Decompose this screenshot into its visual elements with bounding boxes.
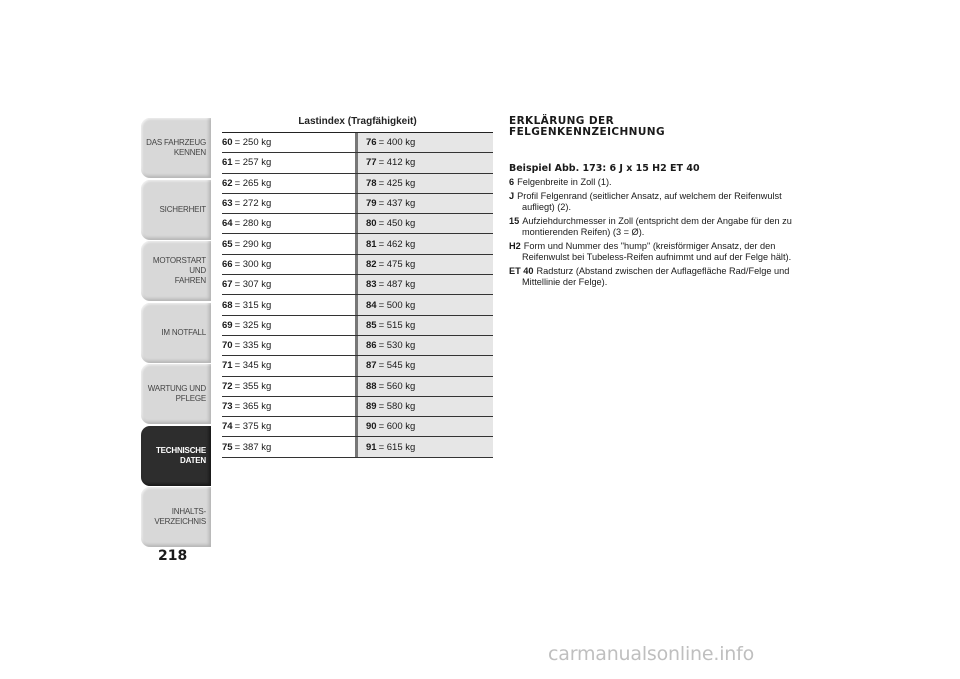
load-value: = 335 kg [234, 340, 272, 352]
load-value: = 250 kg [234, 137, 272, 149]
definition-text: Radsturz (Abstand zwischen der Auflagefläche Rad/Felge und Mittellinie der Felge). [522, 266, 790, 287]
load-code: 88 [366, 380, 377, 392]
cell-left [222, 336, 355, 355]
definition-text: Felgenbreite in Zoll (1). [517, 177, 612, 187]
cell-left [222, 214, 355, 233]
load-code: 75 [222, 441, 233, 453]
load-code: 72 [222, 380, 233, 392]
load-code: 76 [366, 137, 377, 149]
load-code: 79 [366, 198, 377, 210]
load-value: = 290 kg [234, 238, 272, 250]
table-row [222, 234, 493, 254]
cell-right [355, 234, 493, 253]
load-value: = 325 kg [234, 319, 272, 331]
cell-right [355, 295, 493, 314]
load-code: 69 [222, 319, 233, 331]
tab-das-fahrzeug-kennen[interactable] [141, 118, 211, 178]
cell-right [355, 437, 493, 456]
load-code: 63 [222, 198, 233, 210]
load-code: 80 [366, 218, 377, 230]
cell-left [222, 133, 355, 152]
load-code: 64 [222, 218, 233, 230]
load-value: = 280 kg [234, 218, 272, 230]
cell-right [355, 153, 493, 172]
table-row [222, 214, 493, 234]
tab-label: SICHERHEIT [159, 204, 206, 214]
load-value: = 600 kg [378, 421, 416, 433]
load-code: 60 [222, 137, 233, 149]
load-code: 89 [366, 401, 377, 412]
load-code: 71 [222, 360, 233, 372]
load-code: 81 [366, 238, 377, 250]
load-code: 62 [222, 177, 233, 189]
cell-left [222, 437, 355, 456]
table-row [222, 153, 493, 173]
cell-right [355, 275, 493, 294]
table-row [222, 356, 493, 376]
load-code: 65 [222, 238, 233, 250]
load-value: = 365 kg [234, 401, 272, 412]
cell-right [355, 377, 493, 396]
heading-line-1: ERKLÄRUNG DER [509, 115, 615, 127]
load-value: = 425 kg [378, 177, 416, 189]
cell-right [355, 417, 493, 436]
definition-code: ET 40 [509, 266, 534, 276]
load-value: = 500 kg [378, 299, 416, 311]
load-code: 84 [366, 299, 377, 311]
tab-im-notfall[interactable] [141, 303, 211, 363]
table-row [222, 316, 493, 336]
load-code: 91 [366, 441, 377, 453]
definition-item [509, 216, 799, 238]
load-value: = 315 kg [234, 299, 272, 311]
tab-label: TECHNISCHE DATEN [155, 445, 206, 465]
load-code: 90 [366, 421, 377, 433]
load-code: 73 [222, 401, 233, 412]
cell-right [355, 255, 493, 274]
tab-label: DAS FAHRZEUG KENNEN [146, 138, 206, 157]
tab-label: MOTORSTART UND FAHREN [152, 256, 206, 285]
cell-right [355, 174, 493, 193]
table-row [222, 336, 493, 356]
load-value: = 545 kg [378, 360, 416, 372]
cell-right [355, 316, 493, 335]
example-caption: Beispiel Abb. 173: 6 J x 15 H2 ET 40 [509, 163, 700, 174]
tab-sicherheit[interactable] [141, 180, 211, 240]
load-value: = 615 kg [378, 441, 416, 453]
table-row [222, 417, 493, 437]
cell-left [222, 316, 355, 335]
load-code: 83 [366, 279, 377, 291]
table-row [222, 194, 493, 214]
tab-label: WARTUNG UND PFLEGE [147, 384, 206, 403]
cell-left [222, 295, 355, 314]
definition-code: 6 [509, 177, 515, 187]
load-code: 70 [222, 340, 233, 352]
load-value: = 580 kg [378, 401, 416, 412]
table-row [222, 377, 493, 397]
cell-right [355, 133, 493, 152]
load-value: = 475 kg [378, 258, 416, 270]
load-code: 61 [222, 157, 233, 169]
definition-item [509, 266, 799, 288]
tab-inhaltsverzeichnis[interactable] [141, 487, 211, 547]
cell-left [222, 255, 355, 274]
table-row [222, 437, 493, 457]
load-value: = 515 kg [378, 319, 416, 331]
load-code: 77 [366, 157, 377, 169]
definition-text: Aufziehdurchmesser in Zoll (entspricht dem der Angabe für den zu montierenden Reifen) (3 = Ø). [522, 216, 792, 237]
definition-text: Profil Felgenrand (seitlicher Ansatz, auf welchem der Reifenwulst aufliegt) (2). [517, 191, 782, 212]
tab-wartung-und-pflege[interactable] [141, 364, 211, 424]
load-code: 74 [222, 421, 233, 433]
table-row [222, 397, 493, 417]
load-value: = 257 kg [234, 157, 272, 169]
load-value: = 487 kg [378, 279, 416, 291]
definition-item [509, 177, 799, 188]
chapter-tabs [141, 118, 211, 549]
tab-label: IM NOTFALL [161, 327, 206, 337]
heading-line-2: FELGENKENNZEICHNUNG [509, 125, 666, 138]
load-value: = 265 kg [234, 177, 272, 189]
load-value: = 375 kg [234, 421, 272, 433]
load-code: 66 [222, 258, 233, 270]
cell-right [355, 397, 493, 416]
cell-left [222, 234, 355, 253]
load-value: = 307 kg [234, 279, 272, 291]
load-code: 67 [222, 279, 233, 291]
cell-left [222, 153, 355, 172]
definition-code: J [509, 191, 515, 201]
definition-code: H2 [509, 241, 521, 251]
page-number: 218 [158, 548, 188, 564]
load-code: 68 [222, 299, 233, 311]
load-code: 85 [366, 319, 377, 331]
load-value: = 437 kg [378, 198, 416, 210]
watermark: carmanualsonline.info [548, 643, 755, 665]
cell-right [355, 356, 493, 375]
definition-list [509, 177, 799, 288]
table-row [222, 133, 493, 153]
load-code: 86 [366, 340, 377, 352]
load-value: = 272 kg [234, 198, 272, 210]
cell-left [222, 397, 355, 416]
cell-left [222, 275, 355, 294]
table-row [222, 174, 493, 194]
definition-item [509, 191, 799, 213]
tab-label: INHALTS- VERZEICHNIS [154, 507, 206, 526]
load-value: = 300 kg [234, 258, 272, 270]
table-row [222, 255, 493, 275]
cell-right [355, 336, 493, 355]
cell-left [222, 174, 355, 193]
tab-motorstart-und-fahren[interactable] [141, 241, 211, 301]
table-row [222, 295, 493, 315]
load-value: = 530 kg [378, 340, 416, 352]
table-row [222, 275, 493, 295]
load-code: 78 [366, 177, 377, 189]
load-value: = 412 kg [378, 157, 416, 169]
definition-code: 15 [509, 216, 520, 226]
cell-left [222, 194, 355, 213]
load-value: = 462 kg [378, 238, 416, 250]
rim-explanation [509, 116, 799, 291]
tab-technische-daten[interactable] [141, 426, 211, 486]
load-index-table [222, 132, 493, 458]
load-code: 87 [366, 360, 377, 372]
load-value: = 345 kg [234, 360, 272, 372]
cell-right [355, 194, 493, 213]
load-code: 82 [366, 258, 377, 270]
load-value: = 400 kg [378, 137, 416, 149]
cell-left [222, 356, 355, 375]
definition-item [509, 241, 799, 263]
definition-text: Form und Nummer des "hump" (kreisförmiger Ansatz, der den Reifenwulst bei Tubeless-Reifen aufnimmt und auf der Felge hält). [522, 241, 792, 262]
load-value: = 450 kg [378, 218, 416, 230]
section-heading [509, 116, 799, 137]
load-value: = 560 kg [378, 380, 416, 392]
cell-left [222, 417, 355, 436]
load-value: = 355 kg [234, 380, 272, 392]
cell-left [222, 377, 355, 396]
load-value: = 387 kg [234, 441, 272, 453]
cell-right [355, 214, 493, 233]
table-title: Lastindex (Tragfähigkeit) [298, 116, 417, 127]
